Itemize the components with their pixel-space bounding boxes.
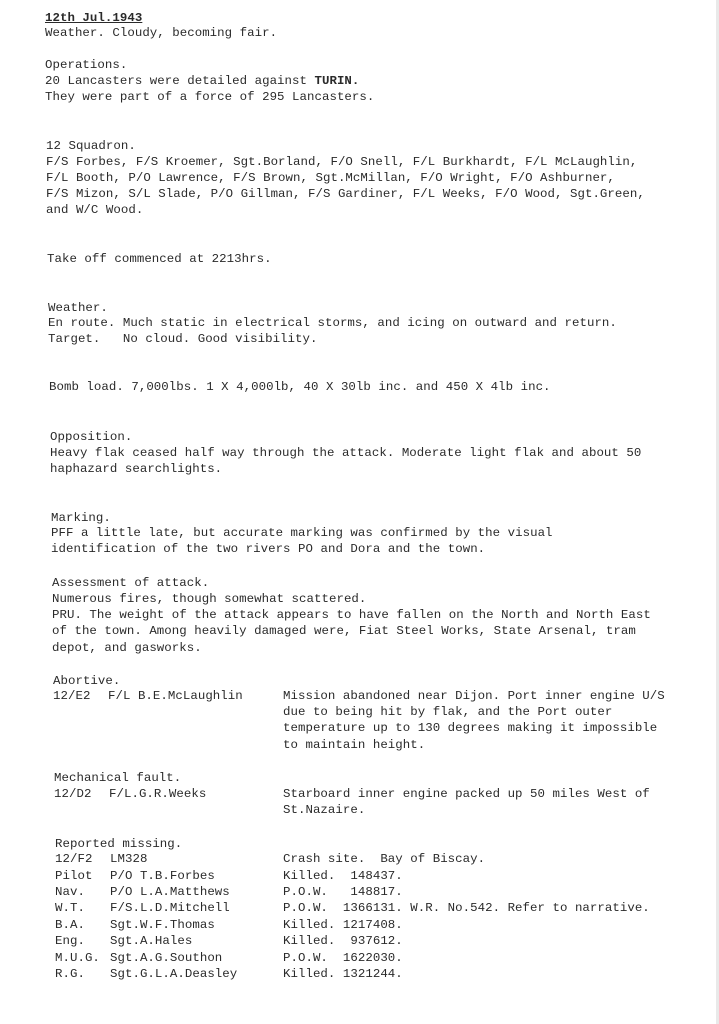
mechanical-aircraft: 12/D2 xyxy=(54,787,92,801)
weather-target: Target. No cloud. Good visibility. xyxy=(48,332,318,346)
mechanical-detail-line: St.Nazaire. xyxy=(283,803,366,817)
crew-name: P/O L.A.Matthews xyxy=(110,885,230,899)
opposition-heading: Opposition. xyxy=(50,430,133,444)
abortive-detail-line: to maintain height. xyxy=(283,738,426,752)
marking-line: PFF a little late, but accurate marking was confirmed by the visual xyxy=(51,526,553,540)
crew-name: Sgt.G.L.A.Deasley xyxy=(110,967,238,981)
mechanical-heading: Mechanical fault. xyxy=(54,771,182,785)
crew-role: Nav. xyxy=(55,885,85,899)
weather-summary: Weather. Cloudy, becoming fair. xyxy=(45,26,278,40)
crew-status: P.O.W. 1366131. W.R. No.542. Refer to narrative. xyxy=(283,901,650,915)
abortive-detail-line: temperature up to 130 degrees making it impossible xyxy=(283,721,658,735)
crew-name: P/O T.B.Forbes xyxy=(110,869,215,883)
abortive-detail-line: Mission abandoned near Dijon. Port inner engine U/S xyxy=(283,689,665,703)
crew-status: Killed. 937612. xyxy=(283,934,403,948)
assessment-line: depot, and gasworks. xyxy=(52,641,202,655)
missing-serial: LM328 xyxy=(110,852,148,866)
crew-status: Killed. 148437. xyxy=(283,869,403,883)
marking-heading: Marking. xyxy=(51,511,111,525)
crew-name: Sgt.W.F.Thomas xyxy=(110,918,215,932)
abortive-detail-line: due to being hit by flak, and the Port outer xyxy=(283,705,613,719)
crew-role: R.G. xyxy=(55,967,85,981)
abortive-aircraft: 12/E2 xyxy=(53,689,91,703)
missing-heading: Reported missing. xyxy=(55,837,183,851)
opposition-line: haphazard searchlights. xyxy=(50,462,223,476)
crew-role: B.A. xyxy=(55,918,85,932)
assessment-heading: Assessment of attack. xyxy=(52,576,210,590)
abortive-heading: Abortive. xyxy=(53,674,121,688)
operations-line-2: They were part of a force of 295 Lancasters. xyxy=(45,90,375,104)
weather-en-route: En route. Much static in electrical storms, and icing on outward and return. xyxy=(48,316,617,330)
crew-role: W.T. xyxy=(55,901,85,915)
crew-status: Killed. 1217408. xyxy=(283,918,403,932)
crash-site: Crash site. Bay of Biscay. xyxy=(283,852,486,866)
squadron-crew-line: F/S Forbes, F/S Kroemer, Sgt.Borland, F/O Snell, F/L Burkhardt, F/L McLaughlin, xyxy=(46,155,638,169)
bomb-load: Bomb load. 7,000lbs. 1 X 4,000lb, 40 X 30lb inc. and 450 X 4lb inc. xyxy=(49,380,551,394)
operations-heading: Operations. xyxy=(45,58,128,72)
assessment-line: Numerous fires, though somewhat scattered. xyxy=(52,592,367,606)
operations-line-1 xyxy=(45,73,359,89)
target-name: TURIN. xyxy=(314,74,360,88)
missing-aircraft: 12/F2 xyxy=(55,852,93,866)
takeoff-time: Take off commenced at 2213hrs. xyxy=(47,252,272,266)
squadron-crew-line: F/L Booth, P/O Lawrence, F/S Brown, Sgt.McMillan, F/O Wright, F/O Ashburner, xyxy=(46,171,615,185)
crew-role: Eng. xyxy=(55,934,85,948)
mechanical-crew: F/L.G.R.Weeks xyxy=(109,787,207,801)
crew-name: Sgt.A.Hales xyxy=(110,934,193,948)
crew-status: Killed. 1321244. xyxy=(283,967,403,981)
operations-text: 20 Lancasters were detailed against xyxy=(45,74,315,88)
squadron-crew-line: and W/C Wood. xyxy=(46,203,144,217)
opposition-line: Heavy flak ceased half way through the attack. Moderate light flak and about 50 xyxy=(50,446,642,460)
assessment-line: of the town. Among heavily damaged were, Fiat Steel Works, State Arsenal, tram xyxy=(52,624,636,638)
crew-status: P.O.W. 148817. xyxy=(283,885,403,899)
crew-name: F/S.L.D.Mitchell xyxy=(110,901,230,915)
crew-name: Sgt.A.G.Southon xyxy=(110,951,223,965)
entry-date: 12th Jul.1943 xyxy=(45,11,143,25)
squadron-heading: 12 Squadron. xyxy=(46,139,136,153)
abortive-crew: F/L B.E.McLaughlin xyxy=(108,689,243,703)
assessment-line: PRU. The weight of the attack appears to have fallen on the North and North East xyxy=(52,608,651,622)
marking-line: identification of the two rivers PO and Dora and the town. xyxy=(51,542,486,556)
weather-heading: Weather. xyxy=(48,301,108,315)
mechanical-detail-line: Starboard inner engine packed up 50 miles West of xyxy=(283,787,650,801)
squadron-crew-line: F/S Mizon, S/L Slade, P/O Gillman, F/S Gardiner, F/L Weeks, F/O Wood, Sgt.Green, xyxy=(46,187,645,201)
crew-status: P.O.W. 1622030. xyxy=(283,951,403,965)
crew-role: Pilot xyxy=(55,869,93,883)
crew-role: M.U.G. xyxy=(55,951,100,965)
